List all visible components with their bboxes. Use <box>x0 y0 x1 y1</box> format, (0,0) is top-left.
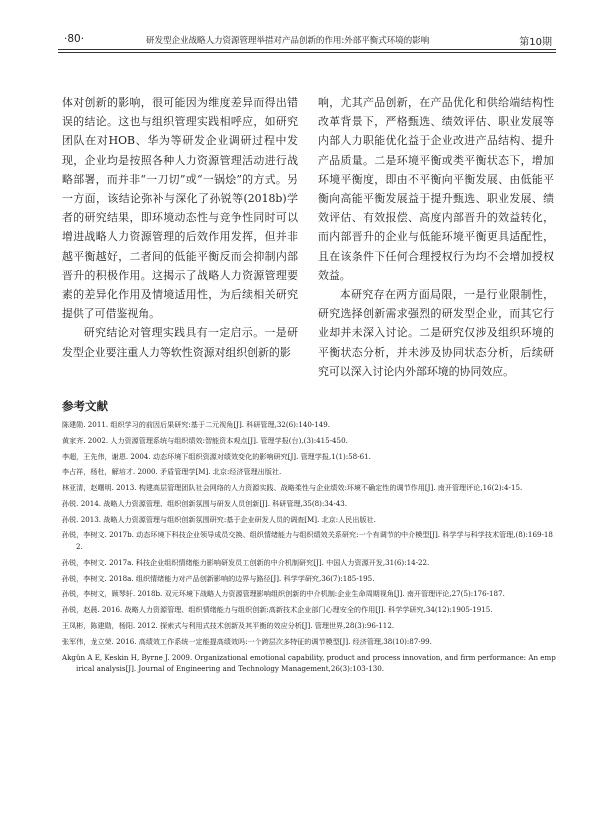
reference-item: 李占祥，杨杜，解培才. 2000. 矛盾管理学[M]. 北京:经济管理出版社. <box>62 467 282 477</box>
page-header <box>58 30 556 52</box>
reference-item: 孙锐，李树文. 2017a. 科技企业组织情绪能力影响研发员工创新的中介机制研究[J]. 中国人力资源开发,31(6):14-22. <box>62 557 430 567</box>
issue-label: 第10期 <box>519 37 552 48</box>
reference-item: 张军伟，龙立荣. 2016. 高绩效工作系统一定能提高绩效吗:一个跨层次多特征的调节模型[J]. 经济管理,38(10):87-99. <box>62 636 432 646</box>
right-column <box>318 93 554 381</box>
page-number: ·80· <box>64 33 85 45</box>
reference-list <box>62 419 556 679</box>
body-paragraph: 研究结论对管理实践具有一定启示。一是研发型企业要注重人力等软性资源对组织创新的影 <box>62 326 298 359</box>
reference-item: 陈建勋. 2011. 组织学习的前因后果研究:基于二元视角[J]. 科研管理,32(6):140-149. <box>62 420 331 429</box>
reference-item: 孙锐，李树文，顾琴轩. 2018b. 双元环境下战略人力资源管理影响组织创新的中介机制:企业生命周期视角[J]. 南开管理评论,27(5):176-187. <box>62 589 505 599</box>
left-column <box>62 93 298 362</box>
header-rule <box>58 49 556 50</box>
header-rule-thin <box>58 52 556 53</box>
reference-item: 王凤彬，陈建勋，杨阳. 2012. 探索式与利用式技术创新及其平衡的效应分析[J]. 管理世界,28(3):96-112. <box>62 620 395 630</box>
running-title: 研发型企业战略人力资源管理举措对产品创新的作用:外部平衡式环境的影响 <box>146 36 430 46</box>
body-paragraph: 响，尤其产品创新，在产品优化和供给端结构性改革背景下，严格甄选、绩效评估、职业发展等内部人力职能优化益于企业改进产品结构、提升产品质量。二是环境平衡或类平衡状态下，增加环境平衡度，即由不平衡向平衡发展、由低能平衡向高能平衡发展益于提升甄选、职业发展、绩效评估、有效报偿、高度内部晋升的效益转化，而内部晋升的企业与低能环境平衡更具适配性，且在该条件下任何合理授权行为均不会增加授权效益。 <box>318 96 554 282</box>
references-heading: 参考文献 <box>62 399 108 413</box>
reference-item: 李超，王先伟，谢恩. 2004. 动态环境下组织资源对绩效变化的影响研究[J]. 管理学报,1(1):58-61. <box>62 451 371 461</box>
reference-item: 黄家齐. 2002. 人力资源管理系统与组织绩效:智能资本观点[J]. 管理学报(台),(3):415-450. <box>62 435 348 445</box>
reference-item: 林亚清，赵曙明. 2013. 构建高层管理团队社会网络的人力资源实践、战略柔性与企业绩效:环境不确定性的调节作用[J]. 南开管理评论,16(2):4-15. <box>62 483 523 493</box>
body-paragraph: 体对创新的影响，很可能因为维度差异而得出错误的结论。这也与组织管理实践相呼应，如研究团队在对HOB、华为等研发企业调研过程中发现，企业均是按照各种人力资源管理活动进行战略部署，而并非“一刀切”或“一锅烩”的方式。另一方面，该结论弥补与深化了孙锐等(2018b)学者的研究结果，即环境动态性与竞争性同时可以增进战略人力资源管理的后效作用发挥，但并非越平衡越好，二者间的低能平衡反而会抑制内部晋升的积极作用。这揭示了战略人力资源管理要素的差异化作用及情境适用性，为后续相关研究提供了可借鉴视角。 <box>62 96 298 321</box>
reference-item: Akgün A E, Keskin H, Byrne J. 2009. Organizational emotional capability, product and process innovation, and firm performance: An empirical analysis[J]. Journal of Engineering and Technology Management,26(3):103-130. <box>62 652 556 674</box>
body-paragraph: 本研究存在两方面局限，一是行业限制性，研究选择创新需求强烈的研发型企业，而其它行业却并未深入讨论。二是研究仅涉及组织环境的平衡状态分析，并未涉及协同状态分析，后续研究可以深入讨论内外部环境的协同效应。 <box>318 288 554 378</box>
reference-item: 孙锐，赵晨. 2016. 战略人力资源管理、组织情绪能力与组织创新:高新技术企业部门心理安全的作用[J]. 科学学研究,34(12):1905-1915. <box>62 605 493 615</box>
reference-item: 孙锐. 2013. 战略人力资源管理与组织创新氛围研究:基于企业研发人员的调查[M]. 北京:人民出版社. <box>62 514 376 524</box>
reference-item: 孙锐，李树文. 2017b. 动态环境下科技企业领导成员交换、组织情绪能力与组织绩效关系研究:一个有调节的中介模型[J]. 科学学与科学技术管理,(8):169-182. <box>62 530 553 552</box>
reference-item: 孙锐. 2014. 战略人力资源管理、组织创新氛围与研发人员创新[J]. 科研管理,35(8):34-43. <box>62 498 348 508</box>
reference-item: 孙锐，李树文. 2018a. 组织情绪能力对产品创新影响的边界与路径[J]. 科学学研究,36(7):185-195. <box>62 573 375 583</box>
